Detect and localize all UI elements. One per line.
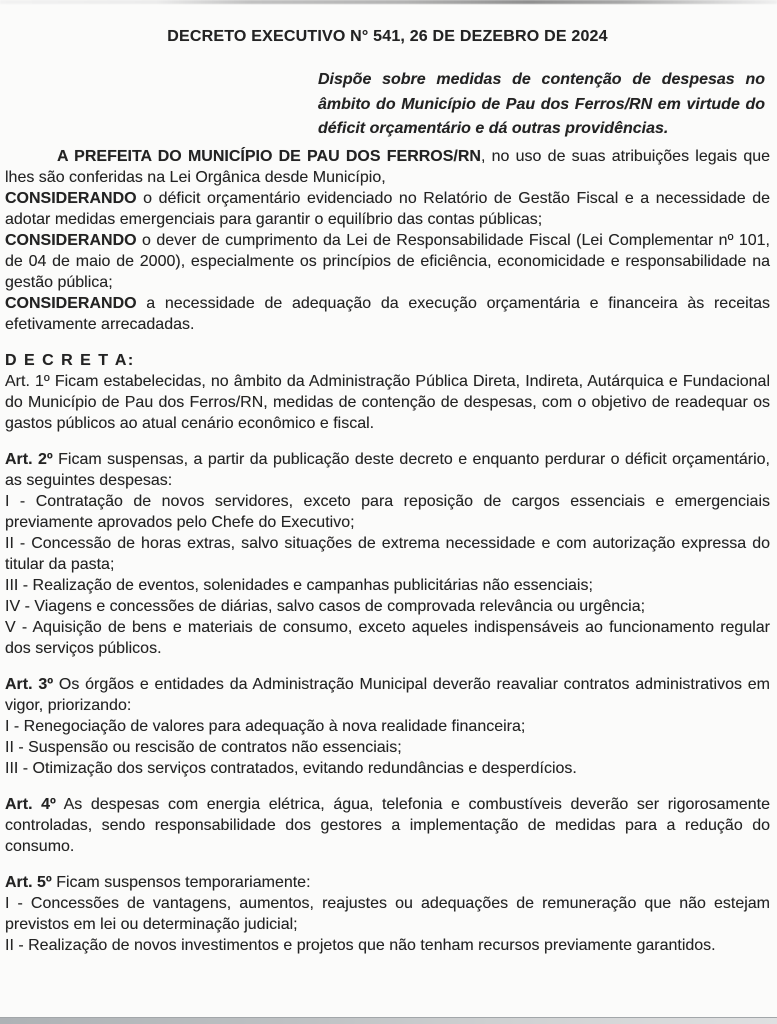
article-3-text: Os órgãos e entidades da Administração Municipal deverão reavaliar contratos administrativos em vigor, priorizando: xyxy=(5,675,771,714)
article-5 xyxy=(5,872,770,956)
article-2-text: Ficam suspensas, a partir da publicação deste decreto e enquanto perdurar o déficit orçamentário, as seguintes despesas: xyxy=(5,450,770,489)
scan-artifact-top xyxy=(0,0,777,4)
scan-artifact-bottom xyxy=(0,1017,777,1024)
article-3-caput xyxy=(5,674,770,716)
preamble-opening-rest: , no uso de suas atribuições legais que lhes são conferidas na Lei Orgânica desde Município, xyxy=(5,147,771,186)
article-3-item-2: II - Suspensão ou rescisão de contratos não essenciais; xyxy=(5,738,402,756)
article-5-item-2: II - Realização de novos investimentos e projetos que não tenham recursos previamente garantidos. xyxy=(5,936,716,954)
article-4-number: Art. 4º xyxy=(5,795,56,813)
article-2-item-4: IV - Viagens e concessões de diárias, salvo casos de comprovada relevância ou urgência; xyxy=(5,597,646,615)
article-5-number: Art. 5º xyxy=(5,873,52,891)
considerando-2 xyxy=(5,230,770,293)
article-3-item-3: III - Otimização dos serviços contratados, evitando redundâncias e desperdícios. xyxy=(5,759,577,777)
considerando-1-lead: CONSIDERANDO xyxy=(5,189,137,207)
considerando-1-rest: o déficit orçamentário evidenciado no Relatório de Gestão Fiscal e a necessidade de adotar medidas emergenciais para garantir o equilíbrio das contas públicas; xyxy=(5,189,770,228)
considerando-3 xyxy=(5,293,770,335)
article-5-caput xyxy=(5,872,770,893)
considerando-1 xyxy=(5,188,770,230)
article-1-number: Art. 1º xyxy=(5,372,50,390)
article-1-text: Ficam estabelecidas, no âmbito da Administração Pública Direta, Indireta, Autárquica e Fundacional do Município de Pau dos Ferros/RN, medidas de contenção de despesas, com o objetivo de readequar os gastos públicos ao atual cenário econômico e fiscal. xyxy=(5,372,770,432)
article-3-item-1: I - Renegociação de valores para adequação à nova realidade financeira; xyxy=(5,717,526,735)
article-4 xyxy=(5,794,770,857)
article-2-item-1: I - Contratação de novos servidores, exceto para reposição de cargos essenciais e emergenciais previamente aprovados pelo Chefe do Executivo; xyxy=(5,492,770,531)
considerando-3-rest: a necessidade de adequação da execução orçamentária e financeira às receitas efetivamente arrecadadas. xyxy=(5,294,770,333)
decree-title: DECRETO EXECUTIVO N° 541, 26 DE DEZEBRO DE 2024 xyxy=(167,28,608,45)
article-3-number: Art. 3º xyxy=(5,675,54,693)
article-2-item-2: II - Concessão de horas extras, salvo situações de extrema necessidade e com autorização expressa do titular da pasta; xyxy=(5,534,770,573)
decree-epigraph: Dispõe sobre medidas de contenção de despesas no âmbito do Município de Pau dos Ferros/RN em virtude do déficit orçamentário e dá outras providências. xyxy=(318,71,765,137)
article-2-caput xyxy=(5,449,770,491)
preamble xyxy=(5,146,770,335)
article-2-item-3: III - Realização de eventos, solenidades e campanhas publicitárias não essenciais; xyxy=(5,576,593,594)
article-1-caput xyxy=(5,371,770,434)
article-4-text: As despesas com energia elétrica, água, telefonia e combustíveis deverão ser rigorosamente controladas, sendo responsabilidade dos gestores a implementação de medidas para a redução do consumo. xyxy=(5,795,770,855)
preamble-opening xyxy=(5,146,770,188)
article-2-item-5: V - Aquisição de bens e materiais de consumo, exceto aqueles indispensáveis ao funcionamento regular dos serviços públicos. xyxy=(5,618,770,657)
enacting-clause: D E C R E T A: xyxy=(5,351,135,369)
considerando-2-rest: o dever de cumprimento da Lei de Responsabilidade Fiscal (Lei Complementar nº 101, de 04 de maio de 2000), especialmente os princípios de eficiência, economicidade e responsabilidade na gestão pública; xyxy=(5,231,770,291)
article-4-caput xyxy=(5,794,770,857)
considerando-2-lead: CONSIDERANDO xyxy=(5,231,137,249)
article-2-number: Art. 2º xyxy=(5,450,53,468)
considerando-3-lead: CONSIDERANDO xyxy=(5,294,137,312)
article-1 xyxy=(5,371,770,434)
article-5-text: Ficam suspensos temporariamente: xyxy=(51,873,311,891)
preamble-opening-lead: A PREFEITA DO MUNICÍPIO DE PAU DOS FERROS/RN xyxy=(57,147,481,165)
article-3 xyxy=(5,674,770,779)
article-5-item-1: I - Concessões de vantagens, aumentos, reajustes ou adequações de remuneração que não estejam previstos em lei ou determinação judicial; xyxy=(5,894,770,933)
article-2 xyxy=(5,449,770,659)
